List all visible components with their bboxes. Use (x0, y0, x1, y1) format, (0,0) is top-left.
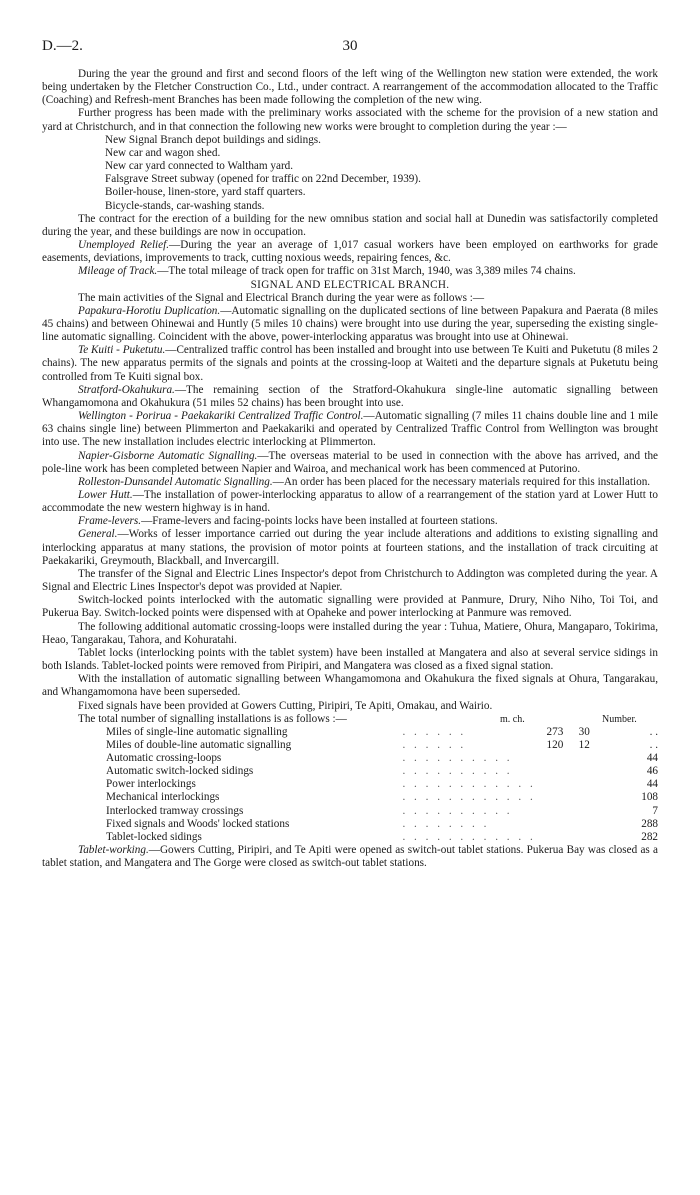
paragraph (42, 384, 658, 410)
works-list-item: New car yard connected to Waltham yard. (105, 160, 294, 173)
stats-miles: 120 (546, 738, 564, 751)
stats-label: Automatic switch-locked sidings (106, 765, 254, 778)
paragraph-text: Fixed signals have been provided at Gowers Cutting, Piripiri, Te Apiti, Omakau, and Wairio. (78, 699, 493, 712)
paragraph-lead: Unemployed Relief. (78, 239, 170, 252)
stats-miles (536, 818, 564, 831)
stats-number: 44 (646, 751, 658, 764)
stats-leader-dots: . . . . . . (402, 738, 467, 751)
stats-row (106, 791, 658, 804)
stats-label: Fixed signals and Woods' locked stations (106, 817, 290, 830)
paragraph-lead: Rolleston-Dunsandel Automatic Signalling. (78, 475, 273, 488)
stats-row (106, 778, 658, 791)
stats-chains (563, 831, 589, 844)
stats-leader-dots: . . . . . . . . (402, 817, 490, 830)
works-list-item: Boiler-house, linen-store, yard staff quarters. (105, 186, 306, 199)
stats-number: . . (649, 725, 658, 738)
stats-miles (536, 831, 564, 844)
section-heading: SIGNAL AND ELECTRICAL BRANCH. (250, 278, 450, 291)
stats-miles (536, 765, 564, 778)
stats-leader-dots: . . . . . . . . . . . . (402, 778, 536, 791)
stats-label: Miles of double-line automatic signalling (106, 738, 292, 751)
paragraph-text: —Centralized traffic control has been installed and brought into use between Te Kuiti and Puketutu (8 miles 2 chains). The new apparatus permits of the signals and points at the crossing-loop at Waiteti and the departure signals at Puketutu being controlled from Te Kuiti signal box. (42, 344, 659, 383)
paragraph-text: —The total mileage of track open for traffic on 31st March, 1940, was 3,389 miles 74 chains. (157, 265, 576, 278)
works-list-item: Falsgrave Street subway (opened for traffic on 22nd December, 1939). (105, 173, 421, 186)
works-list-item: New Signal Branch depot buildings and sidings. (105, 133, 321, 146)
paragraph-text: —Works of lesser importance carried out during the year include alterations and additions to existing signalling and interlocking apparatus at many stations, the provision of motor points at fourteen stations, and the installation of track circuiting at Paekakariki, Greymouth, Blackball, and Invercargill. (42, 528, 658, 567)
paragraph (42, 68, 658, 107)
stats-row (106, 739, 658, 752)
stats-miles (536, 805, 564, 818)
stats-number: 282 (641, 830, 658, 843)
stats-table (106, 726, 658, 844)
stats-chains: 12 (578, 738, 590, 751)
paragraph (42, 107, 658, 133)
paragraph-lead: Wellington - Porirua - Paekakariki Centralized Traffic Control. (78, 410, 364, 423)
paragraph-lead: Lower Hutt. (78, 489, 133, 501)
paragraph (42, 844, 658, 870)
paragraphs-top (42, 68, 658, 134)
paragraph-text: —An order has been placed for the necessary materials required for this installation. (272, 475, 651, 488)
paragraph-text: —The remaining section of the Stratford-Okahukura single-line automatic signalling between Whangamomona and Okahukura (51 miles 52 chains) has been brought into use. (42, 383, 658, 409)
stats-header (42, 713, 658, 726)
stats-number: 288 (641, 817, 658, 830)
paragraph-text: —Automatic signalling (7 miles 11 chains double line and 1 mile 63 chains single line) between Plimmerton and Paekakariki and operated by Centralized Traffic Control from Wellington was brought into use. The new installation includes electric interlocking at Plimmerton. (42, 410, 658, 449)
stats-label: Automatic crossing-loops (106, 751, 222, 764)
paragraph-text: —Frame-levers and facing-points locks have been installed at fourteen stations. (141, 515, 498, 528)
page-number: 30 (342, 38, 358, 54)
paragraph (42, 476, 658, 489)
paragraph-text: With the installation of automatic signalling between Whangamomona and Okahukura the fixed signals at Ohura, Tangarakau, and Whangamomona have been superseded. (42, 673, 658, 699)
paragraph-text: —The installation of power-interlocking apparatus to allow of a rearrangement of the station yard at Lower Hutt to accommodate the new western highway is in hand. (42, 489, 658, 515)
stats-chains (563, 818, 589, 831)
stats-label: Mechanical interlockings (106, 791, 220, 804)
stats-chains (563, 778, 589, 791)
page-header (42, 38, 658, 68)
paragraph (42, 528, 658, 567)
stats-chains (563, 805, 589, 818)
stats-leader-dots: . . . . . . . . . . . . (402, 791, 536, 804)
paragraph-text: The main activities of the Signal and Electrical Branch during the year were as follows :— (78, 291, 485, 304)
paragraph-lead: Tablet-working. (78, 844, 149, 857)
stats-intro: The total number of signalling installations is as follows :— (78, 712, 347, 725)
works-list-item: New car and wagon shed. (105, 146, 221, 159)
stats-miles (536, 778, 564, 791)
paragraph (42, 344, 658, 383)
stats-row (106, 752, 658, 765)
paragraph-lead: Papakura-Horotiu Duplication. (78, 304, 221, 317)
stats-row (106, 765, 658, 778)
paragraph (42, 515, 658, 528)
paragraph-lead: General. (78, 528, 118, 541)
stats-miles (536, 791, 564, 804)
stats-leader-dots: . . . . . . (402, 725, 467, 738)
document-body (42, 68, 658, 870)
paragraph (42, 213, 658, 239)
stats-label: Power interlockings (106, 778, 196, 791)
paragraph-text: During the year the ground and first and second floors of the left wing of the Wellington new station were extended, the work being undertaken by the Fletcher Construction Co., Ltd., under contract. A rearrangement of the accommodation allocated to the Traffic (Coaching) and Refresh-ment Branches has been made following the completion of the new wing. (42, 68, 658, 107)
stats-miles (536, 752, 564, 765)
works-list (42, 134, 658, 213)
stats-miles: 273 (546, 725, 564, 738)
paragraph-text: Switch-locked points interlocked with the automatic signalling were provided at Panmure, Drury, Niho Niho, Toi Toi, and Pukerua Bay. Switch-locked points were dispensed with at Opaheke and power interlocking at Panmure was removed. (42, 594, 658, 620)
paragraph-lead: Napier-Gisborne Automatic Signalling. (78, 449, 258, 462)
paragraph (42, 265, 658, 278)
paragraph-text: —The overseas material to be used in connection with the above has arrived, and the pole-line work has been completed between Napier and Wairoa, and mechanical work has been commenced at Putorino. (42, 449, 659, 475)
paragraph (42, 647, 658, 673)
stats-leader-dots: . . . . . . . . . . (402, 751, 513, 764)
stats-label: Interlocked tramway crossings (106, 804, 244, 817)
stats-row (106, 805, 658, 818)
paragraph (42, 292, 658, 305)
paragraph (42, 568, 658, 594)
paragraph (42, 305, 658, 344)
paragraph-text: —Automatic signalling on the duplicated sections of line between Papakura and Paerata (8 miles 45 chains) and between Ohinewai and Huntly (5 miles 10 chains) were brought into use during the year, superseding the existing single-line automatic signalling. Coincident with the above, power-interlocking apparatus was brought into use at Ohinewai. (42, 304, 659, 344)
stats-leader-dots: . . . . . . . . . . . . (402, 830, 536, 843)
paragraph-text: The following additional automatic crossing-loops were installed during the year : Tuhua, Matiere, Ohura, Mangaparo, Tokirima, Heao, Tangarakau, Tahora, and Kohuratahi. (42, 620, 658, 646)
paragraphs-end (42, 844, 658, 870)
stats-chains (563, 752, 589, 765)
stats-number: . . (649, 738, 658, 751)
paragraph-lead: Te Kuiti - Puketutu. (78, 344, 166, 357)
stats-row (106, 818, 658, 831)
paragraphs-mid (42, 213, 658, 279)
paragraph (42, 700, 658, 713)
stats-label: Miles of single-line automatic signalling (106, 725, 288, 738)
stats-chains (563, 765, 589, 778)
stats-row (106, 831, 658, 844)
paragraph-text: Further progress has been made with the preliminary works associated with the scheme for the provision of a new station and yard at Christchurch, and in that connection the following new works were brought to completion during the year :— (42, 107, 658, 133)
paragraph-lead: Stratford-Okahukura. (78, 383, 175, 396)
paragraph (42, 673, 658, 699)
paragraph (42, 489, 658, 515)
document-series: D.—2. (42, 38, 83, 54)
works-list-item: Bicycle-stands, car-washing stands. (105, 199, 265, 212)
stats-row (106, 726, 658, 739)
paragraph-text: —Gowers Cutting, Piripiri, and Te Apiti were opened as switch-out tablet stations. Pukerua Bay was closed as a tablet station, and Mangatera and The Gorge were closed as switch-out tablet stations. (42, 844, 658, 870)
stats-number: 46 (646, 765, 658, 778)
stats-col-number: Number. (602, 713, 637, 725)
stats-leader-dots: . . . . . . . . . . (402, 765, 513, 778)
paragraph-text: —During the year an average of 1,017 casual workers have been employed on earthworks for grade easements, deviations, improvements to track, cutting noxious weeds, repairing fences, &c. (42, 239, 658, 265)
stats-chains (563, 791, 589, 804)
paragraph (42, 450, 658, 476)
paragraph-text: The transfer of the Signal and Electric Lines Inspector's depot from Christchurch to Addington was completed during the year. A Signal and Electric Lines Inspector's depot was provided at Napier. (42, 567, 658, 594)
paragraph (42, 594, 658, 620)
stats-number: 44 (646, 778, 658, 791)
stats-chains: 30 (578, 725, 590, 738)
paragraph-text: Tablet locks (interlocking points with the tablet system) have been installed at Mangatera and also at several service sidings in both Islands. Tablet-locked points were removed from Piripiri, and Mangatera was closed as a fixed signal station. (42, 646, 658, 673)
paragraphs-signal (42, 292, 658, 713)
paragraph-lead: Mileage of Track. (78, 265, 158, 278)
paragraph (42, 410, 658, 449)
stats-leader-dots: . . . . . . . . . . (402, 804, 513, 817)
paragraph (42, 621, 658, 647)
stats-col-m-ch: m. ch. (500, 713, 525, 725)
stats-number: 108 (641, 791, 658, 804)
stats-label: Tablet-locked sidings (106, 830, 202, 843)
stats-number: 7 (652, 804, 658, 817)
paragraph-text: The contract for the erection of a building for the new omnibus station and social hall at Dunedin was satisfactorily completed during the year, and these buildings are now in occupation. (42, 212, 658, 238)
paragraph (42, 239, 658, 265)
paragraph-lead: Frame-levers. (78, 515, 142, 528)
